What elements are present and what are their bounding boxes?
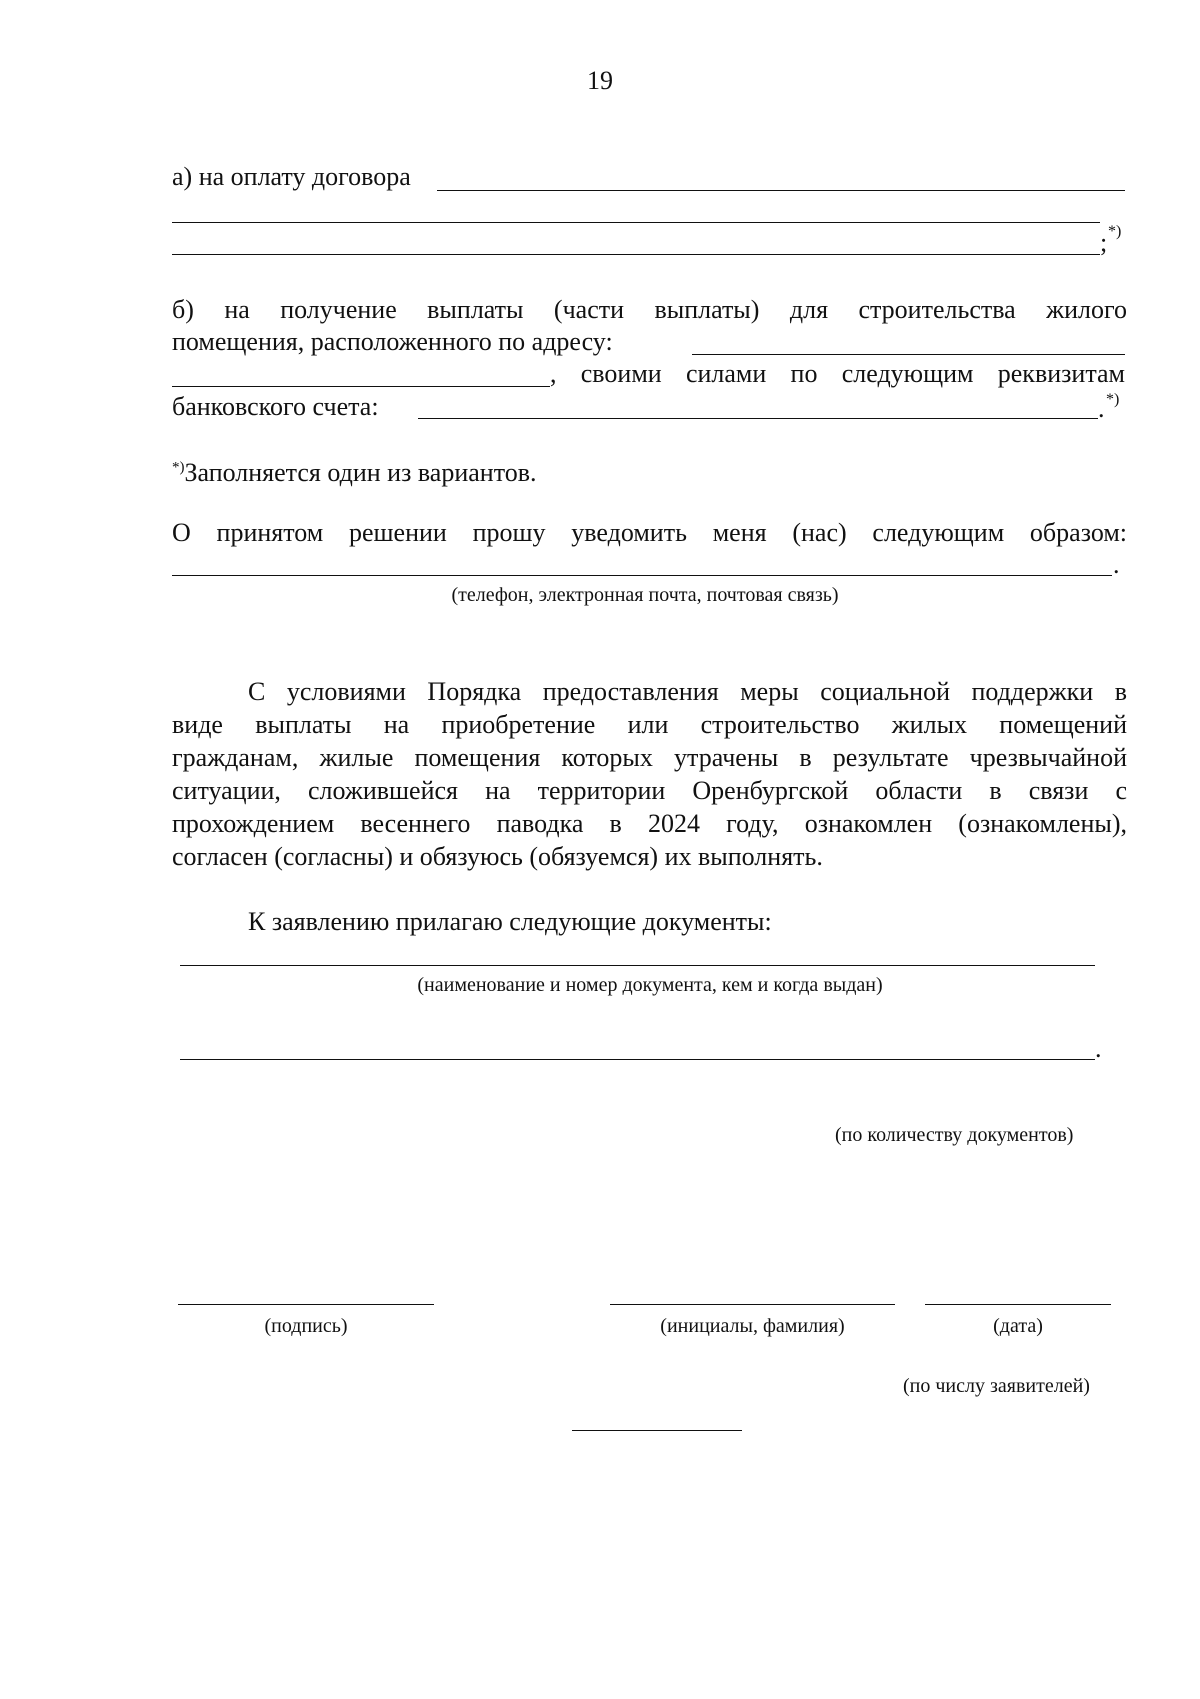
date-caption: (дата) (993, 1315, 1043, 1337)
footnote-text: Заполняется один из вариантов. (184, 458, 537, 487)
conditions-line-1: С условиями Порядка предоставления меры социальной поддержки в (248, 677, 1127, 706)
signature-caption: (подпись) (264, 1315, 348, 1337)
footnote-mark: *) (172, 459, 185, 476)
attachments-line-2[interactable] (180, 1059, 1095, 1060)
attachments-line-1[interactable] (180, 965, 1095, 966)
name-caption: (инициалы, фамилия) (660, 1315, 845, 1337)
option-b-line-4: банковского счета: (172, 392, 379, 421)
attachments-end-mark: . (1095, 1034, 1102, 1063)
notification-caption: (телефон, электронная почта, почтовая связь) (451, 584, 839, 606)
applicants-note: (по числу заявителей) (903, 1375, 1090, 1397)
option-a-line-1[interactable] (437, 190, 1125, 191)
conditions-line-3: гражданам, жилые помещения которых утрачены в результате чрезвычайной (172, 743, 1127, 772)
conditions-line-2: виде выплаты на приобретение или строительство жилых помещений (172, 710, 1127, 739)
option-b-line-2: помещения, расположенного по адресу: (172, 327, 613, 356)
option-a-end-mark: ; (1100, 228, 1108, 257)
signature-line[interactable] (178, 1304, 434, 1305)
footnote (172, 456, 537, 490)
notification-text: О принятом решении прошу уведомить меня (нас) следующим образом: (172, 518, 1127, 547)
date-line[interactable] (925, 1304, 1111, 1305)
closing-separator (572, 1430, 742, 1431)
attachments-count-note: (по количеству документов) (835, 1124, 1074, 1146)
option-b-end-mark: . (1098, 394, 1105, 423)
option-b-account-line[interactable] (418, 418, 1098, 419)
name-line[interactable] (610, 1304, 895, 1305)
option-a-line-2[interactable] (172, 222, 1100, 223)
option-b-line-3: , своими силами по следующим реквизитам (550, 359, 1125, 388)
page-number: 19 (587, 66, 613, 95)
option-a-footnote-mark: *) (1108, 223, 1122, 240)
conditions-line-5: прохождением весеннего паводка в 2024 году, ознакомлен (ознакомлены), (172, 809, 1127, 838)
notification-end-mark: . (1113, 550, 1120, 579)
option-b-line-1: б) на получение выплаты (части выплаты) для строительства жилого (172, 295, 1127, 324)
conditions-line-4: ситуации, сложившейся на территории Оренбургской области в связи с (172, 776, 1127, 805)
option-b-address-line-1[interactable] (692, 354, 1125, 355)
option-b-address-line-2[interactable] (172, 386, 550, 387)
attachments-intro: К заявлению прилагаю следующие документы: (248, 907, 772, 936)
option-a-label: а) на оплату договора (172, 162, 411, 191)
option-a-line-3[interactable] (172, 254, 1100, 255)
notification-line[interactable] (172, 575, 1112, 576)
conditions-line-6: согласен (согласны) и обязуюсь (обязуемся) их выполнять. (172, 842, 823, 871)
attachments-caption: (наименование и номер документа, кем и когда выдан) (417, 974, 883, 996)
option-b-footnote-mark: *) (1106, 391, 1120, 408)
